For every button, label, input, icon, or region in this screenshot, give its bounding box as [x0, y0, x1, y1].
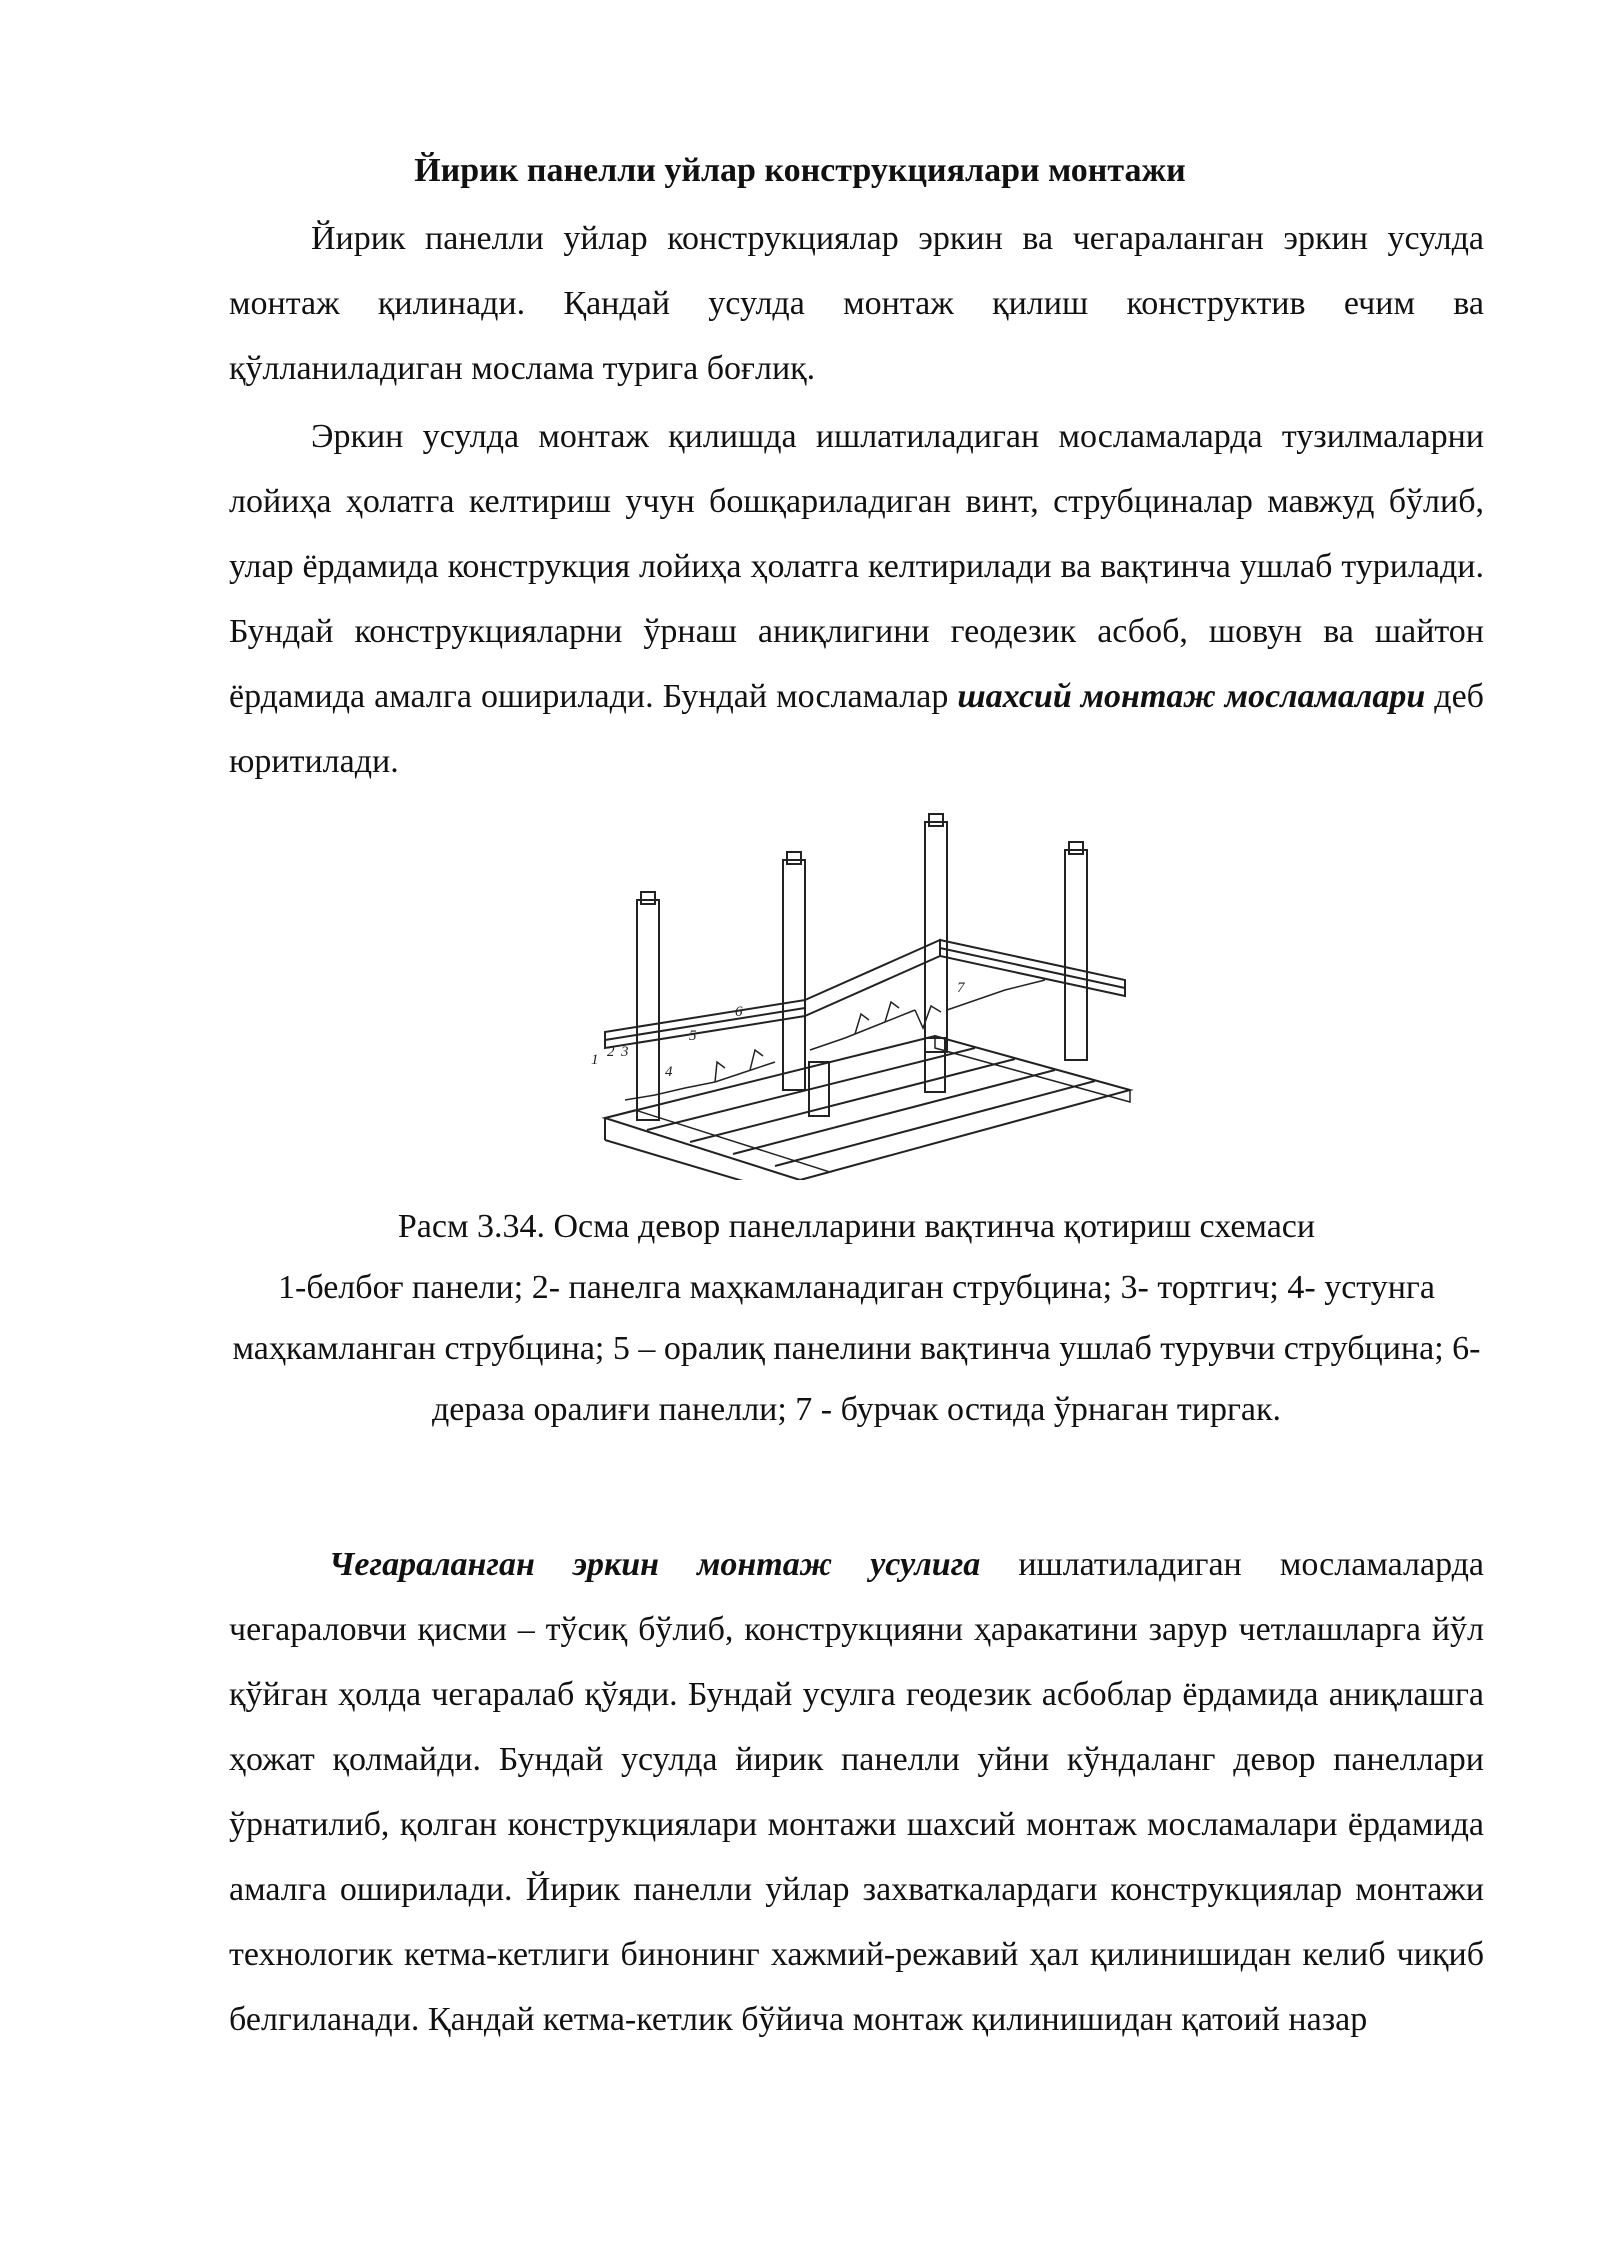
figure-caption-legend: 1-белбоғ панели; 2- панелга маҳкамланадиган струбцина; 3- тортгич; 4- устунга маҳкамланган струбцина; 5 – оралиқ панелини вақтинча ушлаб турувчи струбцина; 6- дераза оралиғи панелли; 7 - бурчак остида ўрнаган тиргак.: [232, 1269, 1481, 1428]
figure-label-7: 7: [957, 980, 965, 996]
floor-slab: [605, 1036, 1130, 1180]
figure-caption: [229, 1196, 1484, 1440]
figure-label-3: 3: [621, 1044, 629, 1060]
column-front-middle: [783, 852, 805, 1090]
paragraph-limited-method: [229, 1532, 1484, 2052]
paragraph-free-method-end: деб юритилади.: [229, 678, 1484, 780]
emphasis-personal-devices: шахсий монтаж мосламалари: [957, 678, 1426, 715]
page-title: Йирик панелли уйлар конструкциялари монтажи: [414, 152, 1186, 189]
paragraph-free-method: [229, 404, 1484, 794]
column-back-middle: [925, 814, 947, 1052]
paragraph-limited-method-text: ишлатиладиган мосламаларда чегараловчи қисми – тўсиқ бўлиб, конструкцияни ҳаракатини зарур четлашларга йўл қўйган ҳолда чегаралаб қўяди. Бундай усулга геодезик асбоблар ёрдамида аниқлашга ҳожат қолмайди. Бундай усулда йирик панелли уйни кўндаланг девор панеллари ўрнатилиб, қолган конструкциялари монтажи шахсий монтаж мосламалари ёрдамида амалга оширилади. Йирик панелли уйлар захваткалардаги конструкциялар монтажи технологик кетма-кетлиги бинонинг хажмий-режавий ҳал қилинишидан келиб чиқиб белгиланади. Қандай кетма-кетлик бўйича монтаж қилинишидан қатоий назар: [229, 1546, 1485, 2038]
figure-caption-title: Расм 3.34. Осма девор панелларини вақтинча қотириш схемаси: [397, 1208, 1316, 1245]
figure-label-1: 1: [591, 1052, 599, 1068]
figure-panel-fixing-scheme: [585, 800, 1145, 1180]
column-front-left: [637, 892, 659, 1120]
paragraph-free-method-text: Эркин усулда монтаж қилишда ишлатиладиган мосламаларда тузилмаларни лойиҳа ҳолатга келтириш учун бошқариладиган винт, струбциналар мавжуд бўлиб, улар ёрдамида конструкция лойиҳа ҳолатга келтирилади ва вақтинча ушлаб турилади. Бундай конструкцияларни ўрнаш аниқлигини геодезик асбоб, шовун ва шайтон ёрдамида амалга оширилади. Бундай мосламалар: [229, 418, 1484, 715]
figure-label-2: 2: [607, 1044, 615, 1060]
belt-panel-left: [605, 940, 940, 1048]
emphasis-limited-method: Чегараланган эркин монтаж усулига: [329, 1546, 981, 1583]
figure-label-6: 6: [735, 1004, 743, 1020]
figure-label-4: 4: [665, 1064, 673, 1080]
column-back-right: [1065, 842, 1087, 1060]
belt-panel-right: [940, 940, 1125, 996]
scheme-drawing: [585, 800, 1145, 1180]
figure-label-5: 5: [689, 1028, 697, 1044]
paragraph-intro: Йирик панелли уйлар конструкциялар эркин ва чегараланган эркин усулда монтаж қилинади. Қандай усулда монтаж қилиш конструктив ечим ва қўлланиладиган мослама турига боғлиқ.: [229, 220, 1484, 387]
